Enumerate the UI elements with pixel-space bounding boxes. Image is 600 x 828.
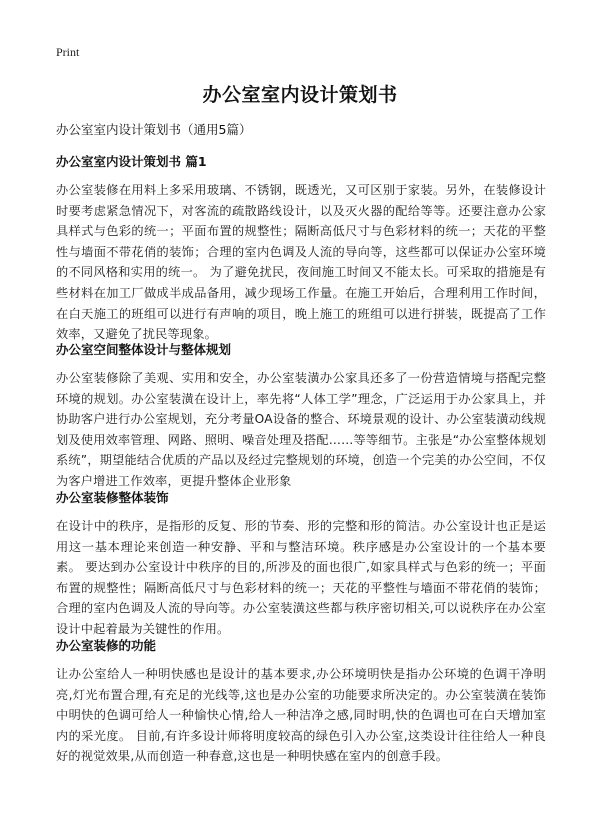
print-link[interactable]: Print bbox=[56, 45, 80, 59]
section-heading-1: 办公室室内设计策划书 篇1 bbox=[56, 154, 207, 169]
section-heading-3: 办公室装修整体装饰 bbox=[56, 490, 169, 505]
document-title: 办公室室内设计策划书 bbox=[202, 84, 398, 106]
section-heading-2: 办公室空间整体设计与整体规划 bbox=[56, 342, 232, 357]
section-body-1: 办公室装修在用料上多采用玻璃、不锈钢，既透光，又可区别于家装。另外，在装修设计时要考虑紧急情况下，对客流的疏散路线设计，以及灭火器的配给等等。还要注意办公家具样式与色彩的统一；平面布置的规整性；隔断高低尺寸与色彩材料的统一；天花的平整性与墙面不带花俏的装饰；合理的室内色调及人流的导向等，这些都可以保证办公室环境的不同风格和实用的统一。 为了避免扰民，夜间施工时间又不能太长。可采取的措施是有些材料在加工厂做成半成品备用，减少现场工作量。在施工开始后，合理利用工作时间，在白天施工的班组可以进行有声响的项目，晚上施工的班组可以进行拼装，既提高了工作效率，又避免了扰民等现象。 bbox=[56, 183, 546, 342]
section-heading-4: 办公室装修的功能 bbox=[56, 638, 157, 653]
section-body-3: 在设计中的秩序，是指形的反复、形的节奏、形的完整和形的简洁。办公室设计也正是运用这一基本理论来创造一种安静、平和与整洁环境。秩序感是办公室设计的一个基本要素。 要达到办公室设计中秩序的目的,所涉及的面也很广,如家具样式与色彩的统一；平面布置的规整性；隔断高低尺寸与色彩材料的统一；天花的平整性与墙面不带花俏的装饰；合理的室内色调及人流的导向等。办公室装潢这些都与秩序密切相关,可以说秩序在办公室设计中起着最为关键性的作用。 bbox=[56, 519, 546, 636]
document-subtitle: 办公室室内设计策划书（通用5篇） bbox=[56, 122, 252, 137]
section-body-2: 办公室装修除了美观、实用和安全，办公室装潢办公家具还多了一份营造情境与搭配完整环境的规划。办公室装潢在设计上，率先将“人体工学”理念，广泛运用于办公家具上，并协助客户进行办公室规划，充分考量OA设备的整合、环境景观的设计、办公室装潢动线规划及使用效率管理、网路、照明、噪音处理及搭配……等等细节。主张是“办公室整体规划系统”，期望能结合优质的产品以及经过完整规划的环境，创造一个完美的办公空间，不仅为客户增进工作效率，更提升整体企业形象 bbox=[56, 371, 546, 488]
section-body-4: 让办公室给人一种明快感也是设计的基本要求,办公环境明快是指办公环境的色调干净明亮,灯光布置合理,有充足的光线等,这也是办公室的功能要求所决定的。办公室装潢在装饰中明快的色调可给人一种愉快心情,给人一种洁净之感,同时明,快的色调也可在白天增加室内的采光度。 目前,有许多设计师将明度较高的绿色引入办公室,这类设计往往给人一种良好的视觉效果,从而创造一种春意,这也是一种明快感在室内的创意手段。 bbox=[56, 667, 546, 764]
